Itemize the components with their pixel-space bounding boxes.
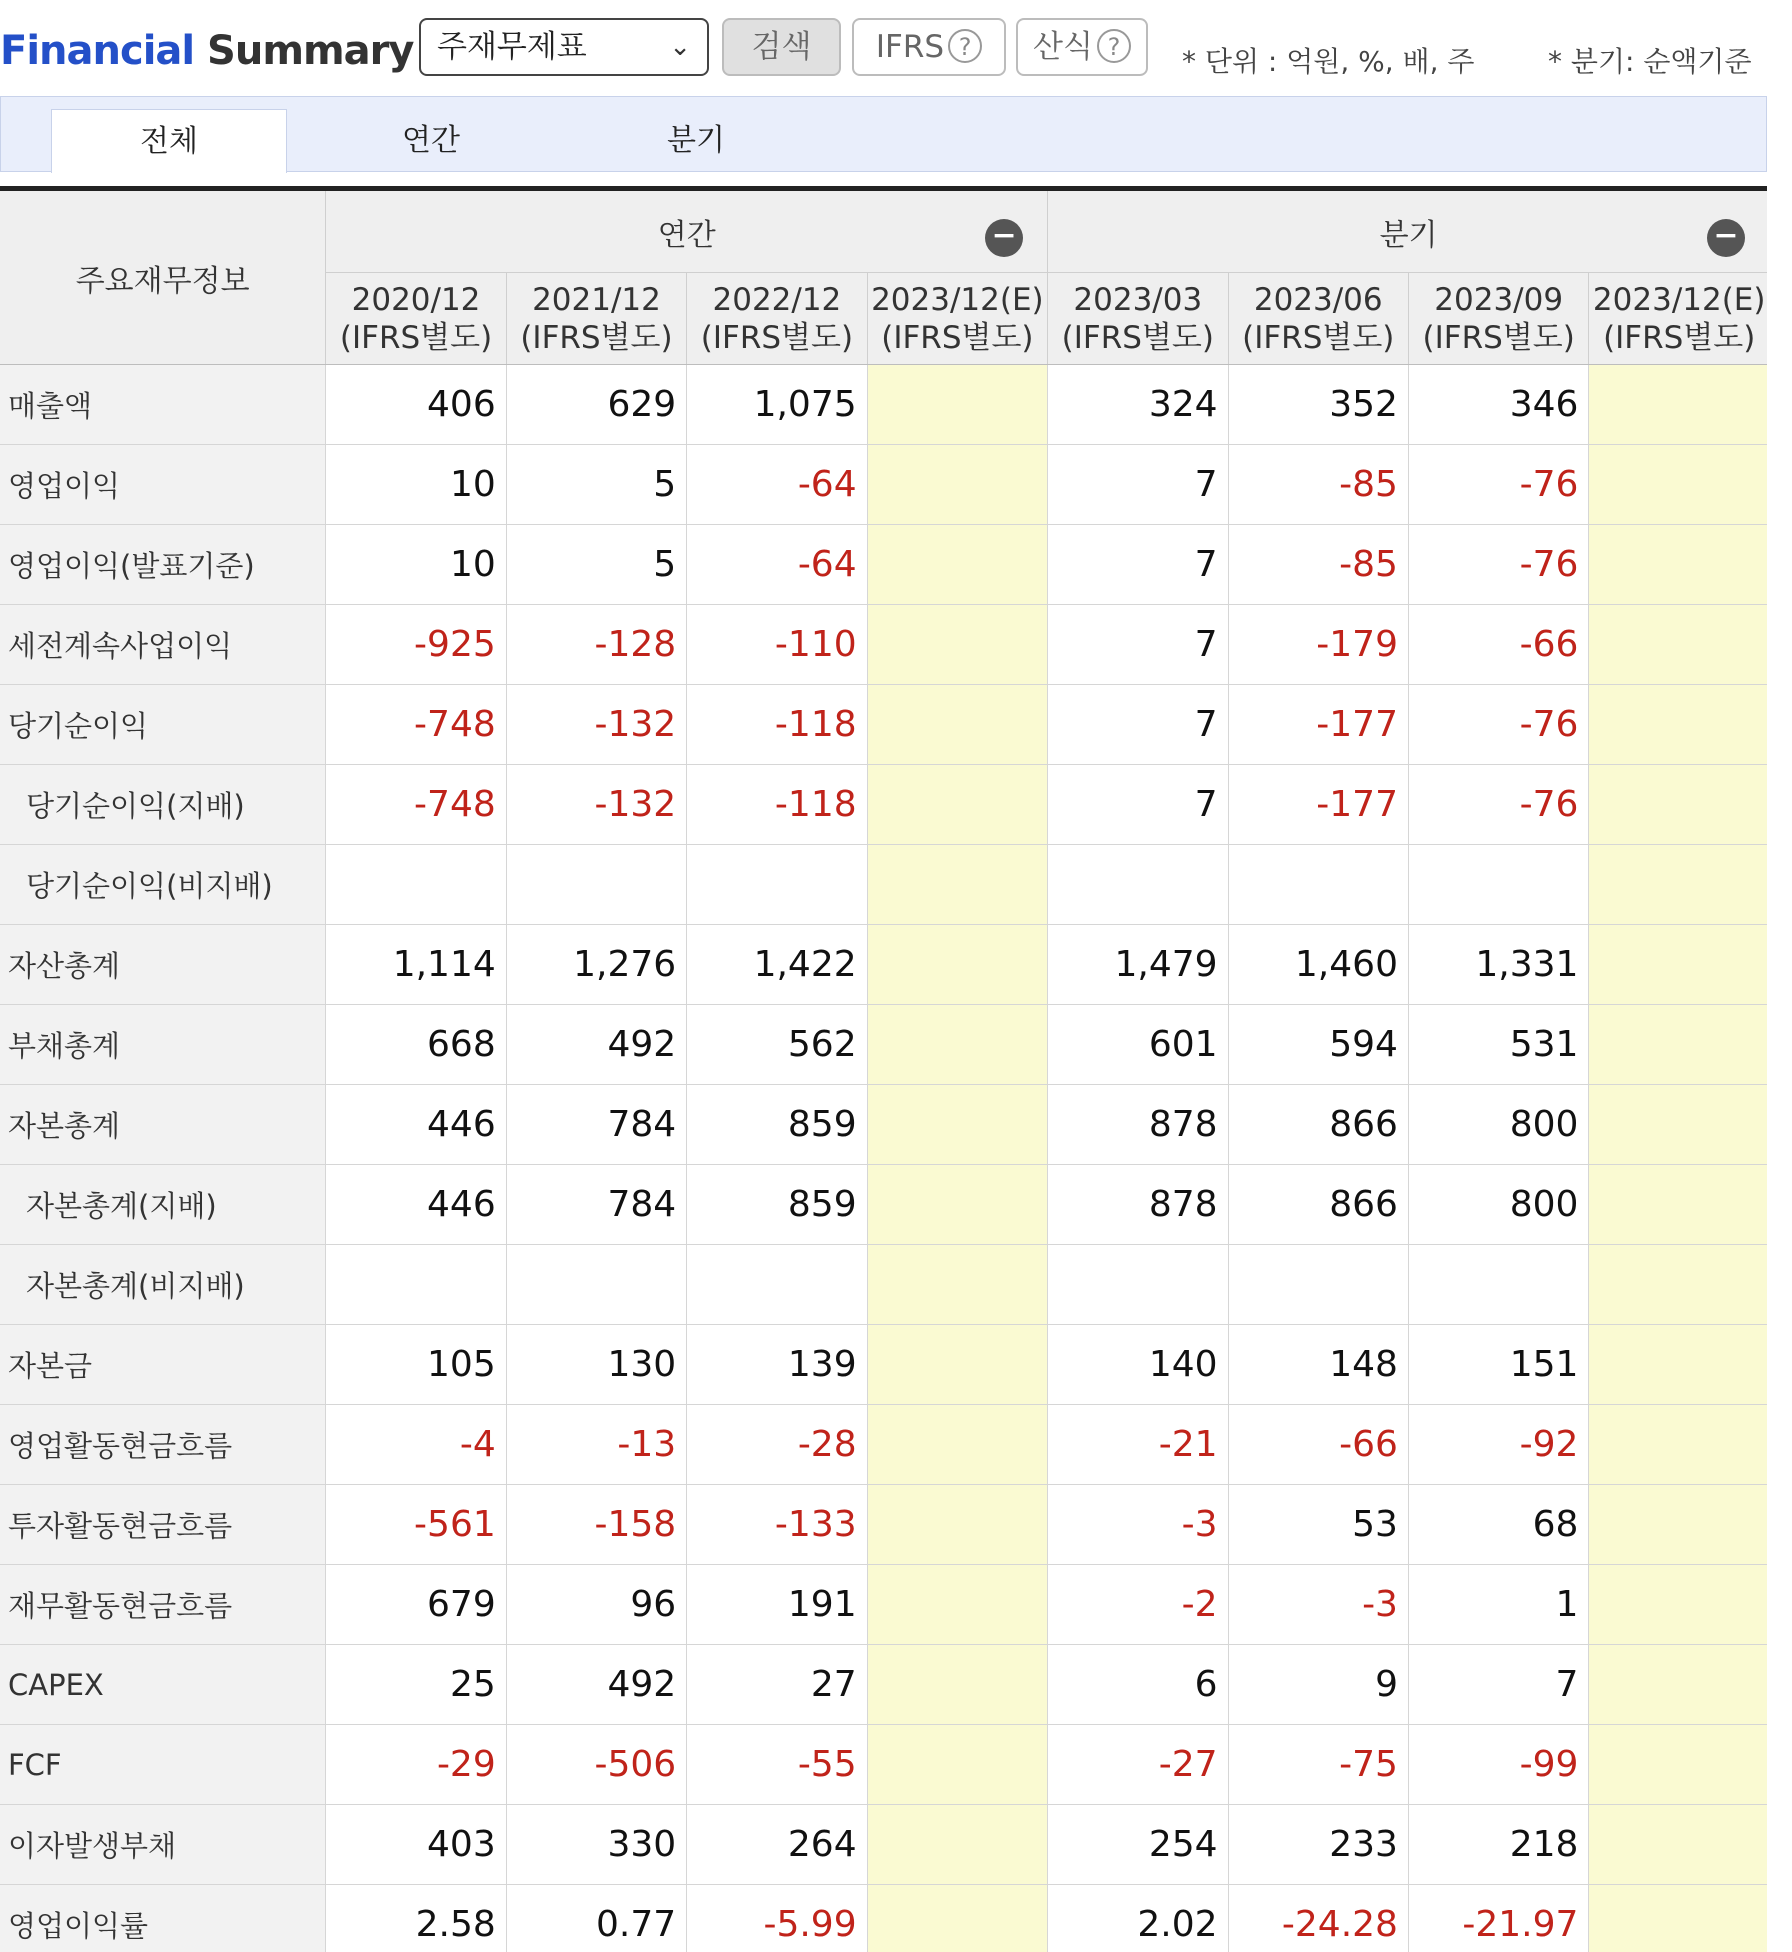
table-row bbox=[0, 1485, 1767, 1565]
table-cell bbox=[1048, 1245, 1228, 1325]
table-row bbox=[0, 525, 1767, 605]
table-cell: 330 bbox=[506, 1805, 686, 1885]
table-cell: -85 bbox=[1228, 525, 1408, 605]
table-cell bbox=[867, 1325, 1047, 1405]
chevron-down-icon: ⌄ bbox=[669, 32, 691, 62]
table-cell: 2.58 bbox=[326, 1885, 506, 1952]
table-cell: -21 bbox=[1048, 1405, 1228, 1485]
table-cell bbox=[1589, 445, 1767, 525]
period-basis: (IFRS별도) bbox=[1422, 319, 1575, 356]
table-cell: -85 bbox=[1228, 445, 1408, 525]
period-basis: (IFRS별도) bbox=[700, 319, 854, 356]
table-cell bbox=[1589, 1325, 1767, 1405]
period-date: 2020/12 bbox=[351, 281, 481, 318]
period-basis: (IFRS별도) bbox=[339, 319, 493, 356]
table-cell: 784 bbox=[506, 1085, 686, 1165]
table-cell: -179 bbox=[1228, 605, 1408, 685]
table-cell bbox=[1408, 1245, 1588, 1325]
table-cell: 1,114 bbox=[326, 925, 506, 1005]
row-label: 영업활동현금흐름 bbox=[0, 1405, 326, 1485]
table-cell: -3 bbox=[1228, 1565, 1408, 1645]
table-cell: -132 bbox=[506, 765, 686, 845]
row-label: 당기순이익(비지배) bbox=[0, 845, 326, 925]
table-row bbox=[0, 1565, 1767, 1645]
table-cell bbox=[1589, 1565, 1767, 1645]
table-cell: 601 bbox=[1048, 1005, 1228, 1085]
period-date: 2023/12(E) bbox=[1592, 281, 1766, 318]
table-row bbox=[0, 1725, 1767, 1805]
row-label: 투자활동현금흐름 bbox=[0, 1485, 326, 1565]
page-header bbox=[0, 0, 1792, 95]
quarter-group-label: 분기 bbox=[1379, 217, 1438, 253]
table-cell: -55 bbox=[687, 1725, 867, 1805]
table-row bbox=[0, 365, 1767, 445]
table-row bbox=[0, 605, 1767, 685]
table-cell: 68 bbox=[1408, 1485, 1588, 1565]
table-cell: 105 bbox=[326, 1325, 506, 1405]
table-cell: 191 bbox=[687, 1565, 867, 1645]
table-cell bbox=[1228, 1245, 1408, 1325]
table-cell bbox=[867, 1805, 1047, 1885]
ifrs-button[interactable] bbox=[852, 18, 1006, 76]
table-cell: 1,460 bbox=[1228, 925, 1408, 1005]
table-cell: -76 bbox=[1408, 525, 1588, 605]
table-cell: -748 bbox=[326, 685, 506, 765]
table-cell: -75 bbox=[1228, 1725, 1408, 1805]
row-label: 매출액 bbox=[0, 365, 326, 445]
table-cell: -2 bbox=[1048, 1565, 1228, 1645]
table-cell: 7 bbox=[1048, 765, 1228, 845]
table-row bbox=[0, 1805, 1767, 1885]
table-cell: -133 bbox=[687, 1485, 867, 1565]
table-row bbox=[0, 445, 1767, 525]
period-header bbox=[1589, 273, 1767, 365]
table-cell bbox=[1589, 1165, 1767, 1245]
table-cell bbox=[867, 1885, 1047, 1952]
table-row bbox=[0, 845, 1767, 925]
tab-quarterly[interactable]: 분기 bbox=[667, 123, 725, 158]
period-header bbox=[687, 273, 867, 365]
table-cell: -66 bbox=[1408, 605, 1588, 685]
table-cell: 859 bbox=[687, 1085, 867, 1165]
table-cell bbox=[1589, 925, 1767, 1005]
table-cell: 866 bbox=[1228, 1165, 1408, 1245]
search-button[interactable]: 검색 bbox=[722, 18, 841, 76]
table-cell: 139 bbox=[687, 1325, 867, 1405]
table-cell: -92 bbox=[1408, 1405, 1588, 1485]
table-cell bbox=[1589, 1885, 1767, 1952]
row-label: 세전계속사업이익 bbox=[0, 605, 326, 685]
table-cell bbox=[1589, 1405, 1767, 1485]
table-cell bbox=[867, 1165, 1047, 1245]
table-cell: -561 bbox=[326, 1485, 506, 1565]
period-header bbox=[867, 273, 1047, 365]
table-cell bbox=[867, 1085, 1047, 1165]
row-label: 영업이익(발표기준) bbox=[0, 525, 326, 605]
table-cell bbox=[867, 1725, 1047, 1805]
table-row bbox=[0, 1165, 1767, 1245]
formula-button[interactable] bbox=[1016, 18, 1148, 76]
table-cell bbox=[1048, 845, 1228, 925]
row-label: CAPEX bbox=[0, 1645, 326, 1725]
ifrs-button-label: IFRS bbox=[875, 29, 945, 65]
row-header-label: 주요재무정보 bbox=[0, 189, 326, 365]
quarter-group-header bbox=[1048, 189, 1767, 273]
table-cell: -27 bbox=[1048, 1725, 1228, 1805]
table-cell: 130 bbox=[506, 1325, 686, 1405]
period-date: 2023/03 bbox=[1073, 281, 1203, 318]
table-cell: 25 bbox=[326, 1645, 506, 1725]
table-cell: -28 bbox=[687, 1405, 867, 1485]
table-cell: -66 bbox=[1228, 1405, 1408, 1485]
table-cell bbox=[1589, 1245, 1767, 1325]
table-cell: 531 bbox=[1408, 1005, 1588, 1085]
table-cell: -76 bbox=[1408, 445, 1588, 525]
table-cell: -158 bbox=[506, 1485, 686, 1565]
table-cell bbox=[1589, 1725, 1767, 1805]
period-basis: (IFRS별도) bbox=[1603, 319, 1756, 356]
table-cell: 800 bbox=[1408, 1165, 1588, 1245]
table-cell: 218 bbox=[1408, 1805, 1588, 1885]
table-cell bbox=[1589, 765, 1767, 845]
table-cell: 7 bbox=[1408, 1645, 1588, 1725]
table-row bbox=[0, 1325, 1767, 1405]
table-cell bbox=[867, 1405, 1047, 1485]
formula-button-label: 산식 bbox=[1033, 29, 1093, 65]
table-cell: 1,422 bbox=[687, 925, 867, 1005]
table-cell: 1,479 bbox=[1048, 925, 1228, 1005]
table-cell: 148 bbox=[1228, 1325, 1408, 1405]
row-label: 자산총계 bbox=[0, 925, 326, 1005]
table-cell bbox=[867, 1565, 1047, 1645]
table-cell bbox=[867, 1485, 1047, 1565]
table-cell: 784 bbox=[506, 1165, 686, 1245]
table-cell: -128 bbox=[506, 605, 686, 685]
title-summary: Summary bbox=[194, 28, 414, 74]
table-cell bbox=[687, 845, 867, 925]
page-title bbox=[0, 28, 413, 74]
table-cell: 9 bbox=[1228, 1645, 1408, 1725]
table-cell: 324 bbox=[1048, 365, 1228, 445]
unit-note: * 단위 : 억원, %, 배, 주 bbox=[1182, 45, 1475, 78]
table-cell: -99 bbox=[1408, 1725, 1588, 1805]
row-label: 부채총계 bbox=[0, 1005, 326, 1085]
table-row bbox=[0, 925, 1767, 1005]
row-label: 자본총계 bbox=[0, 1085, 326, 1165]
table-cell bbox=[867, 765, 1047, 845]
table-cell bbox=[867, 845, 1047, 925]
table-cell bbox=[687, 1245, 867, 1325]
table-cell: -118 bbox=[687, 765, 867, 845]
table-cell: 446 bbox=[326, 1085, 506, 1165]
period-header bbox=[506, 273, 686, 365]
table-cell bbox=[1228, 845, 1408, 925]
table-cell: -13 bbox=[506, 1405, 686, 1485]
table-cell: 594 bbox=[1228, 1005, 1408, 1085]
period-header bbox=[1408, 273, 1588, 365]
statement-type-select[interactable] bbox=[419, 18, 709, 76]
period-date: 2023/09 bbox=[1434, 281, 1564, 318]
table-cell: -64 bbox=[687, 445, 867, 525]
table-cell: -21.97 bbox=[1408, 1885, 1588, 1952]
table-cell: 492 bbox=[506, 1005, 686, 1085]
annual-group-header bbox=[326, 189, 1048, 273]
table-cell: 878 bbox=[1048, 1085, 1228, 1165]
table-cell: -118 bbox=[687, 685, 867, 765]
table-cell: 859 bbox=[687, 1165, 867, 1245]
row-label: 영업이익 bbox=[0, 445, 326, 525]
period-date: 2022/12 bbox=[712, 281, 842, 318]
table-cell: 7 bbox=[1048, 525, 1228, 605]
table-cell: 5 bbox=[506, 445, 686, 525]
table-row bbox=[0, 685, 1767, 765]
title-financial: Financial bbox=[0, 28, 195, 74]
period-basis: (IFRS별도) bbox=[1061, 319, 1214, 356]
table-cell bbox=[1589, 1085, 1767, 1165]
period-date: 2023/06 bbox=[1253, 281, 1383, 318]
help-icon: ? bbox=[1097, 29, 1131, 63]
table-cell: 10 bbox=[326, 445, 506, 525]
table-cell: -177 bbox=[1228, 685, 1408, 765]
table-cell: -29 bbox=[326, 1725, 506, 1805]
financial-summary-table-container bbox=[0, 186, 1767, 1952]
help-icon: ? bbox=[948, 29, 982, 63]
table-cell: 403 bbox=[326, 1805, 506, 1885]
table-cell bbox=[506, 1245, 686, 1325]
table-cell: 10 bbox=[326, 525, 506, 605]
row-label: 영업이익률 bbox=[0, 1885, 326, 1952]
table-cell: 254 bbox=[1048, 1805, 1228, 1885]
collapse-icon[interactable]: − bbox=[1707, 219, 1745, 257]
table-cell: -177 bbox=[1228, 765, 1408, 845]
table-cell: 7 bbox=[1048, 605, 1228, 685]
table-cell: -5.99 bbox=[687, 1885, 867, 1952]
period-date: 2023/12(E) bbox=[871, 281, 1044, 318]
table-cell: -506 bbox=[506, 1725, 686, 1805]
table-cell: 7 bbox=[1048, 685, 1228, 765]
table-cell: -4 bbox=[326, 1405, 506, 1485]
table-cell: 7 bbox=[1048, 445, 1228, 525]
period-date: 2021/12 bbox=[532, 281, 661, 318]
table-cell bbox=[1589, 605, 1767, 685]
table-cell: 96 bbox=[506, 1565, 686, 1645]
table-cell bbox=[1589, 845, 1767, 925]
table-cell bbox=[1589, 1485, 1767, 1565]
period-header bbox=[1228, 273, 1408, 365]
table-cell bbox=[867, 605, 1047, 685]
table-cell: 0.77 bbox=[506, 1885, 686, 1952]
period-basis: (IFRS별도) bbox=[1242, 319, 1395, 356]
row-label: 자본총계(지배) bbox=[0, 1165, 326, 1245]
table-cell bbox=[326, 1245, 506, 1325]
table-cell: 629 bbox=[506, 365, 686, 445]
table-cell: -3 bbox=[1048, 1485, 1228, 1565]
table-cell: -76 bbox=[1408, 765, 1588, 845]
table-cell: 1,331 bbox=[1408, 925, 1588, 1005]
table-cell: 1,276 bbox=[506, 925, 686, 1005]
table-row bbox=[0, 1245, 1767, 1325]
row-label: 당기순이익(지배) bbox=[0, 765, 326, 845]
table-cell: -76 bbox=[1408, 685, 1588, 765]
table-cell bbox=[1589, 685, 1767, 765]
table-cell: 668 bbox=[326, 1005, 506, 1085]
table-cell bbox=[1408, 845, 1588, 925]
period-header bbox=[1048, 273, 1228, 365]
table-cell bbox=[1589, 1005, 1767, 1085]
table-row bbox=[0, 1085, 1767, 1165]
table-cell: -64 bbox=[687, 525, 867, 605]
table-cell: 233 bbox=[1228, 1805, 1408, 1885]
table-cell: 1,075 bbox=[687, 365, 867, 445]
period-basis: (IFRS별도) bbox=[881, 319, 1034, 356]
table-cell: 562 bbox=[687, 1005, 867, 1085]
table-cell: 140 bbox=[1048, 1325, 1228, 1405]
table-cell: 2.02 bbox=[1048, 1885, 1228, 1952]
table-cell bbox=[506, 845, 686, 925]
table-cell: 346 bbox=[1408, 365, 1588, 445]
table-row bbox=[0, 1885, 1767, 1952]
tab-annual[interactable]: 연간 bbox=[402, 123, 460, 158]
table-cell: -24.28 bbox=[1228, 1885, 1408, 1952]
table-cell bbox=[867, 925, 1047, 1005]
table-row bbox=[0, 1645, 1767, 1725]
table-cell: 406 bbox=[326, 365, 506, 445]
row-label: FCF bbox=[0, 1725, 326, 1805]
table-row bbox=[0, 1005, 1767, 1085]
table-cell: 446 bbox=[326, 1165, 506, 1245]
table-cell bbox=[867, 525, 1047, 605]
collapse-icon[interactable]: − bbox=[985, 219, 1023, 257]
table-cell: 151 bbox=[1408, 1325, 1588, 1405]
annual-group-label: 연간 bbox=[657, 217, 716, 253]
table-cell: 1 bbox=[1408, 1565, 1588, 1645]
row-label: 재무활동현금흐름 bbox=[0, 1565, 326, 1645]
table-cell bbox=[1589, 365, 1767, 445]
table-cell bbox=[867, 685, 1047, 765]
table-cell: 878 bbox=[1048, 1165, 1228, 1245]
period-basis: (IFRS별도) bbox=[520, 319, 673, 356]
table-cell: 5 bbox=[506, 525, 686, 605]
table-cell: 800 bbox=[1408, 1085, 1588, 1165]
table-cell bbox=[1589, 525, 1767, 605]
table-row bbox=[0, 1405, 1767, 1485]
row-label: 자본총계(비지배) bbox=[0, 1245, 326, 1325]
table-cell: 679 bbox=[326, 1565, 506, 1645]
row-label: 자본금 bbox=[0, 1325, 326, 1405]
table-cell: -132 bbox=[506, 685, 686, 765]
table-cell: 352 bbox=[1228, 365, 1408, 445]
table-cell: -925 bbox=[326, 605, 506, 685]
table-cell: -110 bbox=[687, 605, 867, 685]
period-tab-bar bbox=[0, 96, 1767, 172]
table-cell: 264 bbox=[687, 1805, 867, 1885]
table-cell: 53 bbox=[1228, 1485, 1408, 1565]
row-label: 이자발생부채 bbox=[0, 1805, 326, 1885]
row-label: 당기순이익 bbox=[0, 685, 326, 765]
table-cell: 27 bbox=[687, 1645, 867, 1725]
quarter-basis-note: * 분기: 순액기준 bbox=[1548, 45, 1752, 78]
financial-summary-table bbox=[0, 186, 1767, 1952]
table-cell bbox=[867, 1005, 1047, 1085]
table-cell bbox=[867, 1645, 1047, 1725]
table-cell bbox=[1589, 1645, 1767, 1725]
tab-all[interactable]: 전체 bbox=[51, 109, 287, 173]
table-cell bbox=[867, 445, 1047, 525]
table-cell: 492 bbox=[506, 1645, 686, 1725]
table-row bbox=[0, 765, 1767, 845]
period-header bbox=[326, 273, 506, 365]
table-cell bbox=[867, 365, 1047, 445]
table-cell bbox=[1589, 1805, 1767, 1885]
statement-type-value: 주재무제표 bbox=[437, 29, 587, 65]
table-cell bbox=[326, 845, 506, 925]
table-cell bbox=[867, 1245, 1047, 1325]
table-cell: 6 bbox=[1048, 1645, 1228, 1725]
table-cell: 866 bbox=[1228, 1085, 1408, 1165]
table-cell: -748 bbox=[326, 765, 506, 845]
